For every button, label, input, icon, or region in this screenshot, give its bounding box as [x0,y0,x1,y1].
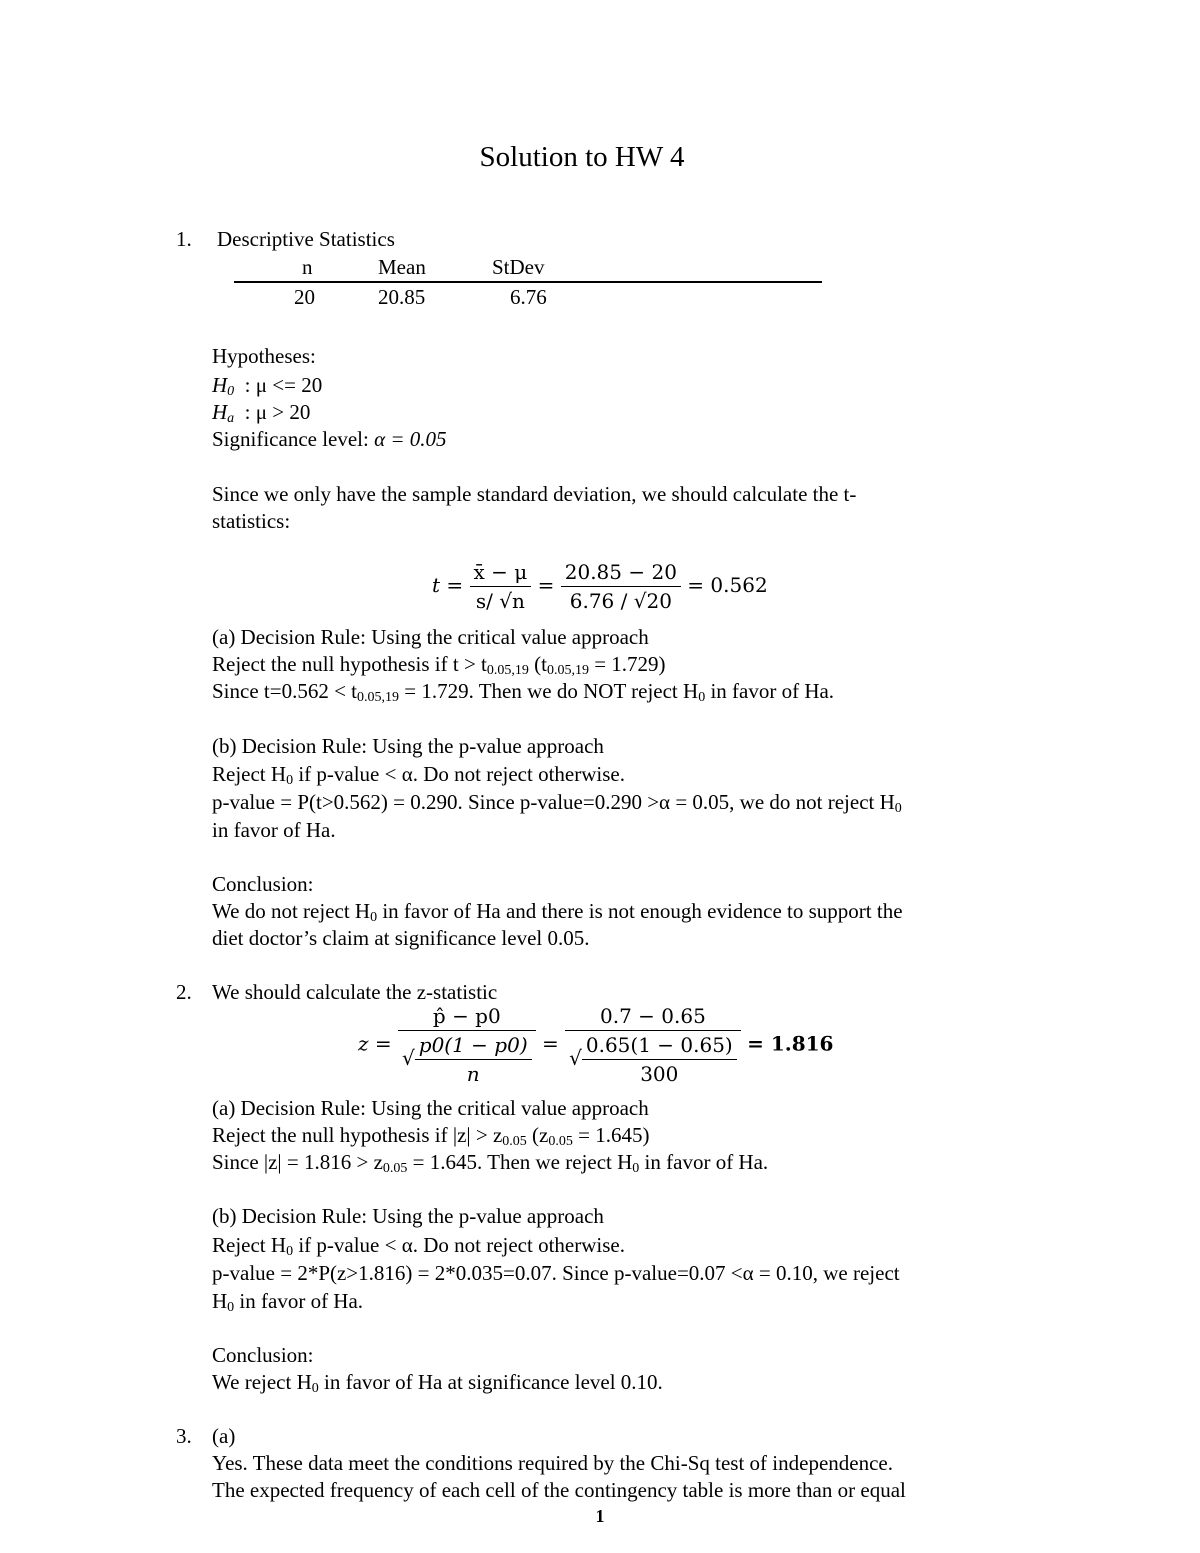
q1-b-rule: (b) Decision Rule: Using the p-value approach [212,734,604,758]
q1-number: 1. [176,227,192,251]
q1-b-pvalue: p-value = P(t>0.562) = 0.290. Since p-value=0.290 >α = 0.05, we do not reject $H_0$ [212,790,902,816]
table-cell-n: 20 [294,285,315,309]
q3-line2: The expected frequency of each cell of the contingency table is more than or equal [212,1478,906,1502]
q1-conclusion-line1: We do not reject $H_0$ in favor of Ha and there is not enough evidence to support the [212,899,903,925]
table-header-n: n [302,255,313,279]
q2-number: 2. [176,980,192,1004]
q2-heading: We should calculate the z-statistic [212,980,498,1004]
page-title: Solution to HW 4 [479,141,685,173]
q1-a-reject: Reject the null hypothesis if $t > t_{0.05,19}$ $(t_{0.05,19} = 1.729)$ [212,652,666,678]
q1-intro-line1: Since we only have the sample standard deviation, we should calculate the t- [212,482,857,506]
q2-a-since: Since $|z| = 1.816 > z_{0.05} = 1.645$. Then we reject $H_0$ in favor of Ha. [212,1150,769,1176]
z-statistic-formula: z = p̂ − p0 √ $\frac{p0(1 - p0)}{n}$ = 0.7 − 0.65 √ $\frac{0.65(1 - 0.65)}{300}$ = 1.816 [358,1004,834,1086]
q2-a-reject: Reject the null hypothesis if $|z| > z_{0.05}$ $(z_{0.05} = 1.645)$ [212,1123,650,1149]
hypotheses-label: Hypotheses: [212,344,316,368]
q1-intro-line2: statistics: [212,509,291,533]
q2-b-reject: Reject $H_0$ if p-value < α. Do not reject otherwise. [212,1233,625,1259]
q1-b-reject: Reject $H_0$ if p-value < α. Do not reject otherwise. [212,762,625,788]
q3-number: 3. [176,1424,192,1448]
q2-b-pvalue-line2: $H_0$ in favor of Ha. [212,1289,364,1315]
q1-a-rule: (a) Decision Rule: Using the critical value approach [212,625,649,649]
q1-conclusion-line2: diet doctor’s claim at significance level 0.05. [212,926,590,950]
q3-part-a: (a) [212,1424,236,1448]
null-hypothesis: $H_0$ : μ <= 20 [212,373,323,399]
q2-a-rule: (a) Decision Rule: Using the critical value approach [212,1096,649,1120]
q2-b-pvalue: p-value = 2*P(z>1.816) = 2*0.035=0.07. Since p-value=0.07 <α = 0.10, we reject [212,1261,900,1285]
q1-heading: Descriptive Statistics [217,227,395,251]
q3-line1: Yes. These data meet the conditions required by the Chi-Sq test of independence. [212,1451,893,1475]
t-statistic-formula: t = $\frac{x̄ - \mu}{s/ √n}$ = $\frac{20.85 - 20}{6.76 / √20}$ = 0.562 [432,560,768,613]
table-cell-mean: 20.85 [378,285,426,309]
q1-b-pvalue-line2: in favor of Ha. [212,818,336,842]
table-rule [234,281,822,283]
q1-a-since: Since $t=0.562 < t_{0.05,19} = 1.729$. Then we do NOT reject $H_0$ in favor of Ha. [212,679,835,705]
significance-level: Significance level: α = 0.05 [212,427,447,451]
table-header-stdev: StDev [492,255,545,279]
q2-conclusion-line: We reject $H_0$ in favor of Ha at significance level 0.10. [212,1370,663,1396]
q2-conclusion-label: Conclusion: [212,1343,314,1367]
table-cell-stdev: 6.76 [510,285,547,309]
q2-b-rule: (b) Decision Rule: Using the p-value approach [212,1204,604,1228]
alt-hypothesis: $H_a$ : μ > 20 [212,400,311,426]
table-header-mean: Mean [378,255,426,279]
q1-conclusion-label: Conclusion: [212,872,314,896]
page-number: 1 [595,1506,605,1526]
